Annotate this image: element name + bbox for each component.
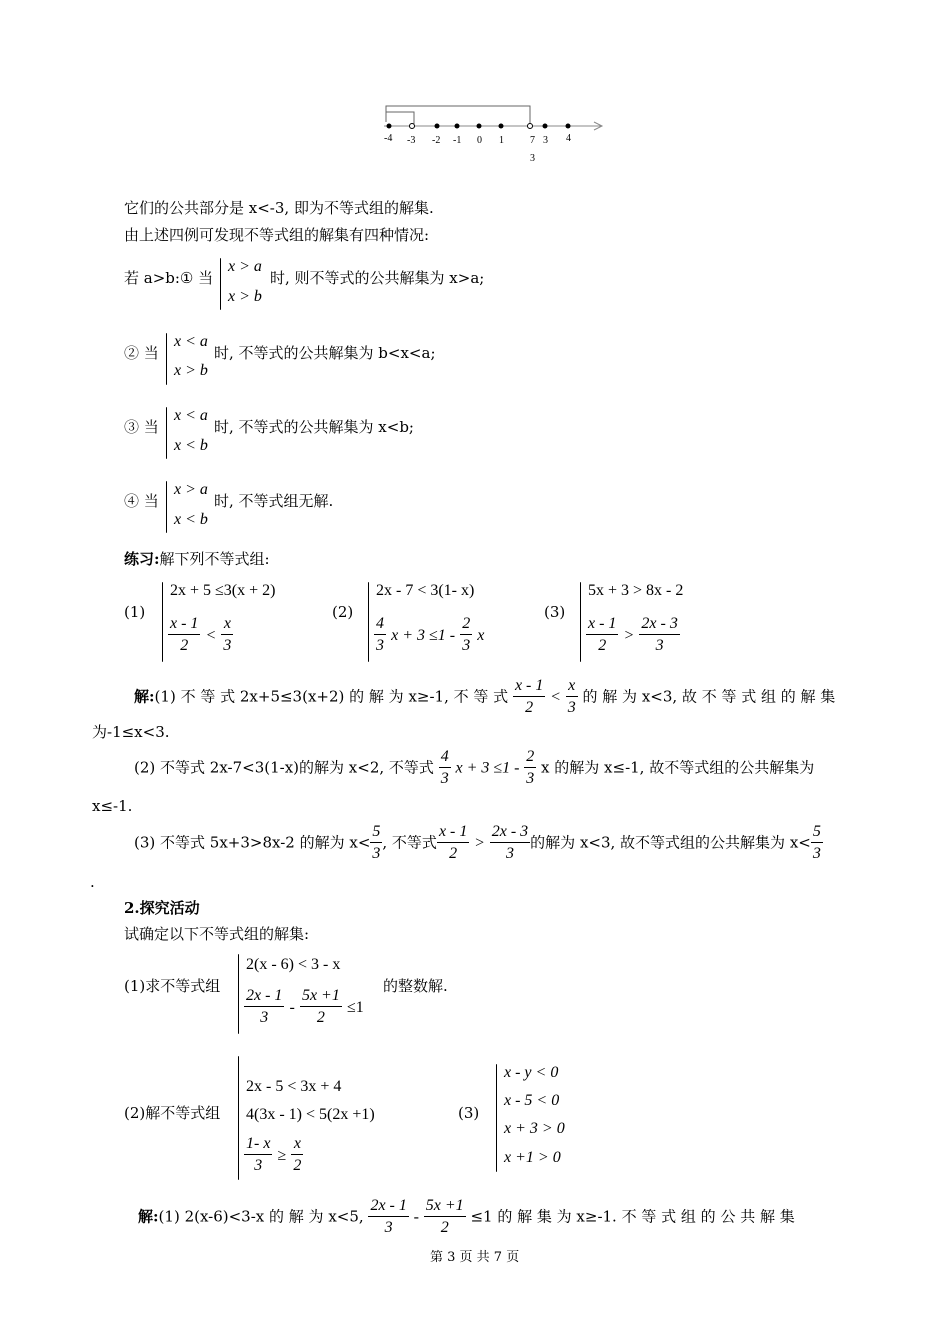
case-3-row1: x < a — [174, 407, 208, 424]
point-seven-thirds-open — [528, 124, 533, 129]
case-3-brace — [166, 407, 167, 459]
explore-q1-label: (1)求不等式组 — [124, 977, 221, 995]
tick-label: -1 — [453, 135, 462, 146]
case-4-row2: x < b — [174, 511, 208, 528]
explore-q2-row3 — [244, 1134, 303, 1177]
solution-text: ≤1 的 解 集 为 x≥-1. 不 等 式 组 的 公 共 解 集 — [470, 1207, 795, 1226]
point-neg3-open — [410, 124, 415, 129]
frac-den: 3 — [462, 637, 471, 654]
frac-num: x - 1 — [168, 614, 200, 635]
operator: > — [623, 627, 635, 644]
operator: - — [289, 999, 295, 1016]
point-neg4 — [387, 124, 392, 129]
solution-explore-line-1 — [138, 1196, 795, 1239]
operator: < — [550, 688, 561, 706]
explore-heading: 2.探究活动 — [124, 899, 200, 917]
frac-num: 2x - 3 — [639, 614, 679, 635]
explore-q1-row2 — [244, 986, 364, 1029]
case-2-prefix: ② 当 — [124, 344, 159, 362]
solution-text: (1) 不 等 式 2x+5≤3(x+2) 的 解 为 x≥-1, 不 等 式 — [154, 687, 509, 706]
frac-num: 5 — [370, 822, 382, 843]
frac-num: x - 1 — [586, 614, 618, 635]
frac-den: 2 — [525, 699, 534, 716]
solution-1-line-2: 为-1≤x<3. — [92, 723, 170, 741]
case-2-suffix: 时, 不等式的公共解集为 b<x<a; — [214, 344, 436, 362]
case-1-suffix: 时, 则不等式的公共解集为 x>a; — [270, 269, 485, 287]
case-2-row2: x > b — [174, 362, 208, 379]
explore-q2-row2: 4(3x - 1) < 5(2x +1) — [246, 1106, 375, 1123]
expression-end: x — [477, 627, 485, 644]
explore-q3-row2: x - 5 < 0 — [504, 1092, 560, 1109]
practice-3-row1: 5x + 3 > 8x - 2 — [588, 582, 684, 599]
case-2-brace — [166, 333, 167, 385]
explore-intro: 试确定以下不等式组的解集: — [124, 925, 310, 943]
tick-label: 1 — [499, 135, 504, 146]
explore-q3-row1: x - y < 0 — [504, 1064, 559, 1081]
explore-q3-row4: x +1 > 0 — [504, 1149, 561, 1166]
point-0 — [477, 124, 482, 129]
frac-num: x — [566, 676, 578, 697]
explore-q2-brace — [238, 1056, 239, 1180]
solution-label: 解: — [138, 1207, 159, 1226]
solution-label: 解: — [134, 687, 155, 706]
operator: - — [413, 1208, 419, 1226]
explore-q3-row3: x + 3 > 0 — [504, 1120, 565, 1137]
practice-heading-rest: 解下列不等式组: — [159, 550, 270, 568]
solution-text: (3) 不等式 5x+3>8x-2 的解为 x< — [134, 833, 371, 852]
explore-q1-brace — [238, 954, 239, 1034]
solution-2-line-1 — [134, 747, 814, 790]
frac-num: x — [291, 1134, 303, 1155]
practice-3-row2 — [586, 614, 680, 657]
practice-1-brace — [162, 582, 163, 662]
frac-num: 1- x — [244, 1134, 272, 1155]
practice-1-label: (1) — [124, 603, 146, 621]
explore-q2-label: (2)解不等式组 — [124, 1104, 221, 1122]
solution-text: x 的解为 x≤-1, 故不等式组的公共解集为 — [541, 758, 815, 777]
case-1-row2: x > b — [228, 288, 262, 305]
frac-num: 2 — [524, 747, 536, 768]
solution-text: (2) 不等式 2x-7<3(1-x)的解为 x<2, 不等式 — [134, 758, 434, 777]
frac-num: 5x +1 — [300, 986, 342, 1007]
frac-den: 2 — [598, 637, 607, 654]
point-3 — [543, 124, 548, 129]
frac-num: x - 1 — [513, 676, 545, 697]
frac-den: 3 — [440, 770, 449, 787]
case-4-prefix: ④ 当 — [124, 492, 159, 510]
case-3-prefix: ③ 当 — [124, 418, 159, 436]
operator: ≥ — [277, 1147, 287, 1164]
frac-den: 3 — [384, 1219, 393, 1236]
frac-num: x — [221, 614, 233, 635]
case-3-row2: x < b — [174, 437, 208, 454]
solution-text: , 不等式 — [382, 833, 437, 852]
page-footer: 第 3 页 共 7 页 — [430, 1250, 520, 1265]
frac-num: 5 — [811, 822, 823, 843]
frac-den: 2 — [316, 1009, 325, 1026]
solution-text: 的 解 为 x<3, 故 不 等 式 组 的 解 集 — [582, 687, 836, 706]
practice-2-label: (2) — [332, 603, 354, 621]
tick-label: 0 — [477, 135, 482, 146]
frac-den: 2 — [440, 1219, 449, 1236]
explore-q1-suffix: 的整数解. — [383, 977, 448, 995]
frac-den: 3 — [526, 770, 535, 787]
tick-label: 3 — [530, 153, 535, 164]
tick-label: -4 — [384, 133, 393, 144]
frac-den: 3 — [223, 637, 232, 654]
practice-heading-bold: 练习: — [124, 550, 160, 568]
frac-den: 3 — [567, 699, 576, 716]
frac-den: 3 — [254, 1157, 263, 1174]
case-1-brace — [220, 258, 221, 310]
frac-den: 2 — [293, 1157, 302, 1174]
solution-2-line-2: x≤-1. — [92, 797, 133, 815]
tick-label: -3 — [407, 135, 416, 146]
expression: ≤1 — [346, 999, 364, 1016]
operator: < — [205, 627, 217, 644]
expression: x + 3 ≤1 - — [391, 627, 456, 644]
practice-3-brace — [580, 582, 581, 662]
frac-den: 2 — [180, 637, 189, 654]
frac-num: 2 — [460, 614, 472, 635]
intro-line-2: 由上述四例可发现不等式组的解集有四种情况: — [124, 226, 430, 244]
frac-num: 2x - 1 — [244, 986, 284, 1007]
number-line — [380, 100, 610, 170]
explore-q3-label: (3) — [458, 1104, 480, 1122]
practice-1-row2 — [168, 614, 233, 657]
solution-text: 的解为 x<3, 故不等式组的公共解集为 x< — [530, 833, 811, 852]
practice-2-brace — [368, 582, 369, 662]
frac-num: 2x - 1 — [368, 1196, 408, 1217]
frac-num: 5x +1 — [424, 1196, 466, 1217]
tick-label: 4 — [566, 133, 571, 144]
point-neg2 — [435, 124, 440, 129]
solution-1-line-1 — [134, 676, 835, 719]
practice-3-label: (3) — [544, 603, 566, 621]
frac-num: x - 1 — [437, 822, 469, 843]
explore-q1-row1: 2(x - 6) < 3 - x — [246, 956, 341, 973]
case-2-row1: x < a — [174, 333, 208, 350]
frac-num: 2x - 3 — [490, 822, 530, 843]
explore-q2-row1: 2x - 5 < 3x + 4 — [246, 1078, 342, 1095]
solution-3-dot: . — [90, 873, 95, 891]
point-4 — [566, 124, 571, 129]
frac-den: 3 — [376, 637, 384, 654]
frac-den: 2 — [449, 845, 458, 862]
case-3-suffix: 时, 不等式的公共解集为 x<b; — [214, 418, 414, 436]
operator: > — [474, 834, 485, 852]
expression: x + 3 ≤1 - — [455, 759, 520, 777]
frac-num: 4 — [439, 747, 451, 768]
case-1-prefix: 若 a>b:① 当 — [124, 269, 214, 287]
case-4-brace — [166, 481, 167, 533]
practice-2-row1: 2x - 7 < 3(1- x) — [376, 582, 475, 599]
frac-den: 3 — [505, 845, 514, 862]
tick-label: -2 — [432, 135, 441, 146]
point-1 — [499, 124, 504, 129]
frac-den: 3 — [260, 1009, 269, 1026]
explore-q3-brace — [496, 1064, 497, 1172]
intro-line-1: 它们的公共部分是 x<-3, 即为不等式组的解集. — [124, 199, 434, 217]
case-4-suffix: 时, 不等式组无解. — [214, 492, 334, 510]
solution-3-line-1 — [134, 822, 823, 865]
point-neg1 — [455, 124, 460, 129]
solution-text: (1) 2(x-6)<3-x 的 解 为 x<5, — [158, 1207, 364, 1226]
practice-heading — [124, 549, 270, 569]
tick-label: 7 — [530, 135, 535, 146]
practice-2-row2 — [374, 614, 484, 657]
tick-label: 3 — [543, 135, 548, 146]
practice-1-row1: 2x + 5 ≤3(x + 2) — [170, 582, 276, 599]
frac-num: 4 — [374, 614, 386, 635]
frac-den: 3 — [372, 845, 381, 862]
case-4-row1: x > a — [174, 481, 208, 498]
frac-den: 3 — [812, 845, 821, 862]
case-1-row1: x > a — [228, 258, 262, 275]
frac-den: 3 — [655, 637, 664, 654]
